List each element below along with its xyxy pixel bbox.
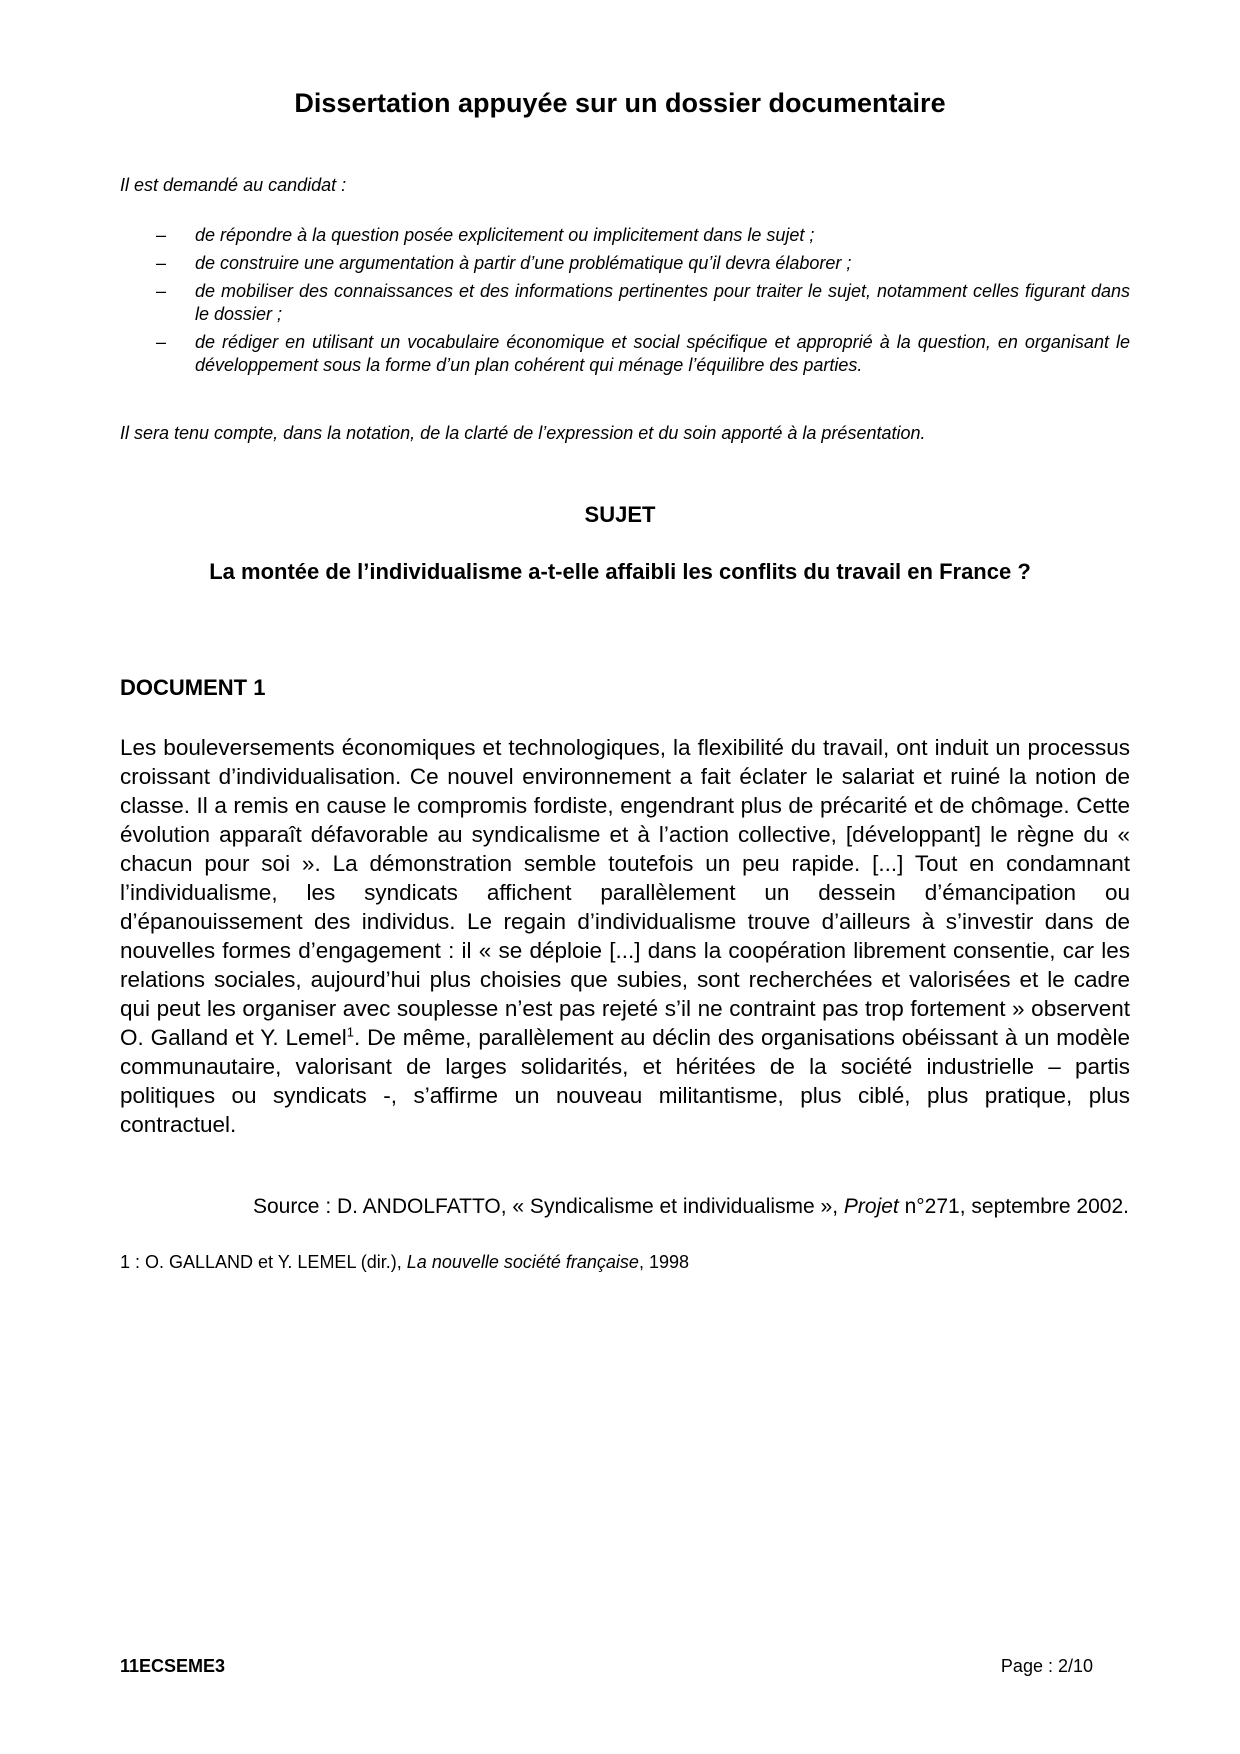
instruction-text: de construire une argumentation à partir d’une problématique qu’il devra élaborer ; bbox=[195, 253, 852, 273]
instruction-item bbox=[120, 224, 1130, 247]
footnote-reference: 1 bbox=[346, 1024, 355, 1040]
footer-exam-code: 11ECSEME3 bbox=[120, 1656, 226, 1676]
dash-bullet: – bbox=[156, 281, 167, 301]
document-title: Dissertation appuyée sur un dossier documentaire bbox=[294, 88, 946, 118]
footnote-prefix: 1 : O. GALLAND et Y. LEMEL (dir.), bbox=[120, 1252, 407, 1272]
footnote bbox=[120, 1252, 689, 1273]
footer-page-number: Page : 2/10 bbox=[1000, 1656, 1093, 1676]
intro-text: Il est demandé au candidat : bbox=[120, 175, 347, 195]
instruction-text: de mobiliser des connaissances et des informations pertinentes pour traiter le sujet, notamment celles figurant dans le dossier ; bbox=[195, 281, 1130, 324]
document-1-heading: DOCUMENT 1 bbox=[120, 675, 266, 700]
document-1-source bbox=[253, 1195, 1129, 1219]
instructions-list bbox=[120, 224, 1130, 382]
source-suffix: n°271, septembre 2002. bbox=[898, 1195, 1129, 1218]
dash-bullet: – bbox=[156, 332, 167, 352]
instruction-item bbox=[120, 252, 1130, 275]
dash-bullet: – bbox=[156, 225, 167, 245]
document-1-text-part2: . De même, parallèlement au déclin des organisations obéissant à un modèle communautaire, valorisant de larges solidarités, et héritées de la société industrielle – partis politiques ou syndicats -, s’affirme un nouveau militantisme, plus ciblé, plus pratique, plus contractuel. bbox=[120, 1025, 1130, 1137]
document-1-text bbox=[120, 733, 1130, 1139]
footnote-suffix: , 1998 bbox=[638, 1252, 689, 1272]
instruction-item bbox=[120, 331, 1130, 377]
instruction-text: de rédiger en utilisant un vocabulaire économique et social spécifique et approprié à la question, en organisant le développement sous la forme d’un plan cohérent qui ménage l’équilibre des parties. bbox=[195, 332, 1130, 375]
notation-text: Il sera tenu compte, dans la notation, de la clarté de l’expression et du soin apporté à la présentation. bbox=[120, 423, 926, 443]
dash-bullet: – bbox=[156, 253, 167, 273]
footnote-title: La nouvelle société française bbox=[406, 1252, 639, 1272]
instruction-item bbox=[120, 280, 1130, 326]
sujet-question: La montée de l’individualisme a-t-elle affaibli les conflits du travail en France ? bbox=[209, 559, 1031, 584]
source-journal: Projet bbox=[843, 1195, 899, 1218]
sujet-label: SUJET bbox=[584, 502, 656, 527]
instruction-text: de répondre à la question posée explicitement ou implicitement dans le sujet ; bbox=[195, 225, 815, 245]
document-1-text-part1: Les bouleversements économiques et technologiques, la flexibilité du travail, ont induit un processus croissant d’individualisation. Ce nouvel environnement a fait éclater le salariat et ruiné la notion de classe. Il a remis en cause le compromis fordiste, engendrant plus de précarité et de chômage. Cette évolution apparaît défavorable au syndicalisme et à l’action collective, [développant] le règne du « chacun pour soi ». La démonstration semble toutefois un peu rapide. [...] Tout en condamnant l’individualisme, les syndicats affichent parallèlement un dessein d’émancipation ou d’épanouissement des individus. Le regain d’individualisme trouve d’ailleurs à s’investir dans de nouvelles formes d’engagement : il « se déploie [...] dans la coopération librement consentie, car les relations sociales, aujourd’hui plus choisies que subies, sont recherchées et valorisées et le cadre qui peut les organiser avec souplesse n’est pas rejeté s’il ne contraint pas trop fortement » observent O. Galland et Y. Lemel bbox=[120, 735, 1130, 1050]
source-prefix: Source : D. ANDOLFATTO, « Syndicalisme et individualisme », bbox=[252, 1195, 844, 1218]
